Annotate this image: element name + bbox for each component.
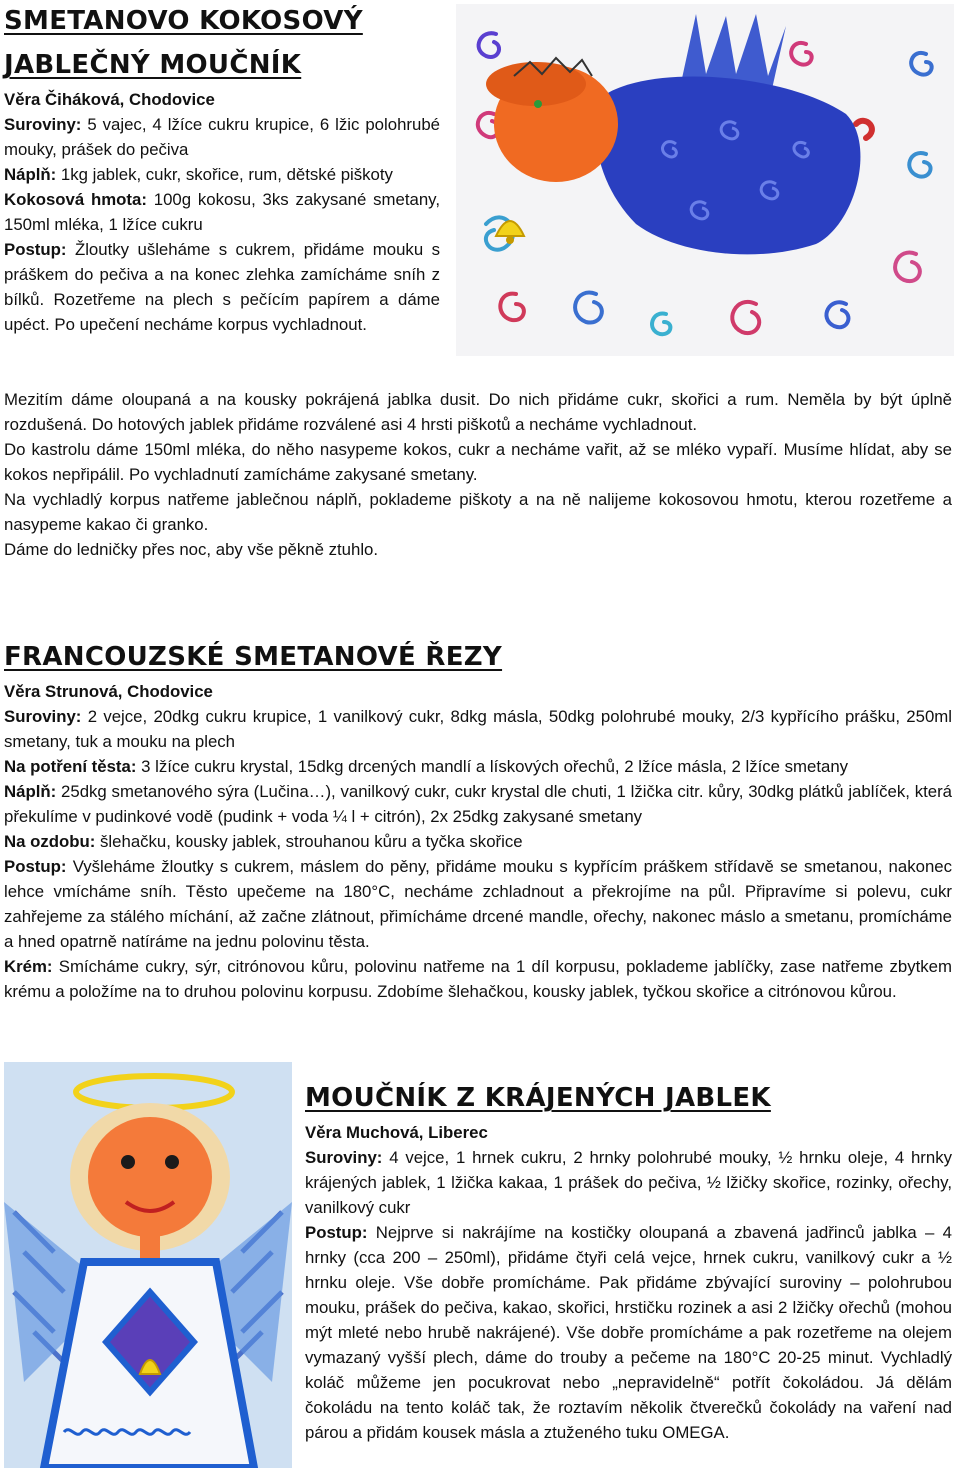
recipe2-cream: Smícháme cukry, sýr, citrónovou kůru, polovinu natřeme na 1 díl korpusu, poklademe jablíčky, zase natřeme zbytkem krému a položíme na to druhou polovinu korpusu. Zdobíme šlehačkou, kousky jablek, tyčkou skořice a citrónovou kůrou. [4, 957, 952, 1001]
recipe1-filling-label: Náplň: [4, 165, 57, 184]
recipe1-coconut: 100g kokosu, 3ks zakysané smetany, 150ml mléka, 1 lžíce cukru [4, 190, 440, 234]
flying-angel-drawing [456, 4, 954, 356]
standing-angel-drawing [4, 1062, 292, 1468]
recipe1-paragraph: Do kastrolu dáme 150ml mléka, do něho nasypeme kokos, cukr a necháme vařit, až se mléko vypaří. Musíme hlídat, aby se kokos nepřipálil. Po vychladnutí zamícháme zakysané smetany. [4, 440, 952, 484]
recipe1-intro [4, 87, 440, 337]
recipe2-decor-label: Na ozdobu: [4, 832, 96, 851]
recipe2-spread-label: Na potření těsta: [4, 757, 137, 776]
recipe1-title-line1: SMETANOVO KOKOSOVÝ [4, 6, 363, 36]
recipe2-method-label: Postup: [4, 857, 67, 876]
recipe3-body [305, 1120, 952, 1445]
recipe1-author: Věra Čiháková, Chodovice [4, 90, 215, 109]
recipe3-method: Nejprve si nakrájíme na kostičky oloupaná a zbavená jadřinců jablka – 4 hrnky (cca 200 – 250ml), přidáme čtyři celá vejce, hrnek cukru, vanilkový cukr a ½ hrnku oleje. Vše dobře promícháme. Pak přidáme zbývající suroviny – polohrubou mouku, prášek do pečiva, kakao, skořici, hrstičku rozinek a asi 2 lžičky ořechů (mohou mýt mleté nebo hrubě nakrájené). Vše dobře promícháme a pak rozetřeme na olejem vymazaný vyšší plech, dáme do trouby a pečeme na 180°C 20-25 minut. Vychladlý koláč můžeme jen pocukrovat nebo „nepravidelně“ potřít čokoládou. Já dělám čokoládu na tento koláč tak, že roztavím několik čtverečků čokolády na vaření nad párou a přidám kousek másla a ztuženého tuku OMEGA. [305, 1223, 952, 1442]
recipe2-filling-label: Náplň: [4, 782, 57, 801]
recipe2-decor: šlehačku, kousky jablek, strouhanou kůru a tyčka skořice [100, 832, 523, 851]
recipe1-filling: 1kg jablek, cukr, skořice, rum, dětské piškoty [60, 165, 393, 184]
recipe1-method-label: Postup: [4, 240, 67, 259]
recipe2-method: Vyšleháme žloutky s cukrem, máslem do pěny, přidáme mouku s kypřícím práškem střídavě se smetanou, nakonec lehce vmícháme sníh. Těsto upečeme na 180°C, necháme zchladnout a překrojíme na půl. Připravíme si polevu, cukr zahřejeme za stálého míchání, až začne zlátnout, přimícháme drcené mandle, ořechy, nakonec máslo a smetanu, promícháme a hned opatrně natíráme na jednu polovinu těsta. [4, 857, 953, 951]
recipe2-filling: 25dkg smetanového sýra (Lučina…), vanilkový cukr, cukr krystal dle chuti, 1 lžička citr. kůry, 30dkg plátků jablíček, která překulíme v pudinkové vodě (pudink + voda ¼ l + citrón), 2x 25dkg zakysané smetany [4, 782, 952, 826]
recipe2-body [4, 679, 952, 1004]
recipe1-ingredients: 5 vajec, 4 lžíce cukru krupice, 6 lžic polohrubé mouky, prášek do pečiva [4, 115, 440, 159]
recipe1-paragraph: Mezitím dáme oloupaná a na kousky pokrájená jablka dusit. Do nich přidáme cukr, skořici a rum. Neměla by být úplně rozdušená. Do hotových jablek přidáme rozválené asi 4 hrsti piškotů a necháme vychladnout. [4, 390, 952, 434]
recipe3-author: Věra Muchová, Liberec [305, 1123, 488, 1142]
recipe3-ingredients: 4 vejce, 1 hrnek cukru, 2 hrnky polohrubé mouky, ½ hrnku oleje, 4 hrnky krájených jablek, 1 lžička kakaa, 1 prášek do pečiva, ½ lžičky skořice, rozinky, ořechy, vanilkový cukr [305, 1148, 952, 1217]
recipe3-method-label: Postup: [305, 1223, 368, 1242]
recipe2-title: FRANCOUZSKÉ SMETANOVÉ ŘEZY [4, 642, 503, 672]
recipe3-title: MOUČNÍK Z KRÁJENÝCH JABLEK [305, 1083, 771, 1113]
recipe1-coconut-label: Kokosová hmota: [4, 190, 147, 209]
recipe2-ingredients: 2 vejce, 20dkg cukru krupice, 1 vanilkový cukr, 8dkg másla, 50dkg polohrubé mouky, 2/3 kypřícího prášku, 250ml smetany, tuk a mouku na plech [4, 707, 952, 751]
recipe1-body [4, 387, 952, 562]
recipe2-author: Věra Strunová, Chodovice [4, 682, 213, 701]
recipe2-spread: 3 lžíce cukru krystal, 15dkg drcených mandlí a lískových ořechů, 2 lžíce másla, 2 lžíce smetany [141, 757, 849, 776]
recipe1-paragraph: Na vychladlý korpus natřeme jablečnou náplň, poklademe piškoty a na ně nalijeme kokosovou hmotu, kterou rozetřeme a nasypeme kakao či granko. [4, 490, 952, 534]
recipe1-title-line2: JABLEČNÝ MOUČNÍK [4, 50, 302, 80]
recipe2-cream-label: Krém: [4, 957, 53, 976]
recipe2-ingredients-label: Suroviny: [4, 707, 82, 726]
recipe1-method: Žloutky ušleháme s cukrem, přidáme mouku s práškem do pečiva a na konec zlehka zamícháme sníh z bílků. Rozetřeme na plech s pečícím papírem a dáme upéct. Po upečení necháme korpus vychladnout. [4, 240, 440, 334]
recipe1-ingredients-label: Suroviny: [4, 115, 82, 134]
recipe1-paragraph: Dáme do ledničky přes noc, aby vše pěkně ztuhlo. [4, 540, 379, 559]
recipe3-ingredients-label: Suroviny: [305, 1148, 383, 1167]
